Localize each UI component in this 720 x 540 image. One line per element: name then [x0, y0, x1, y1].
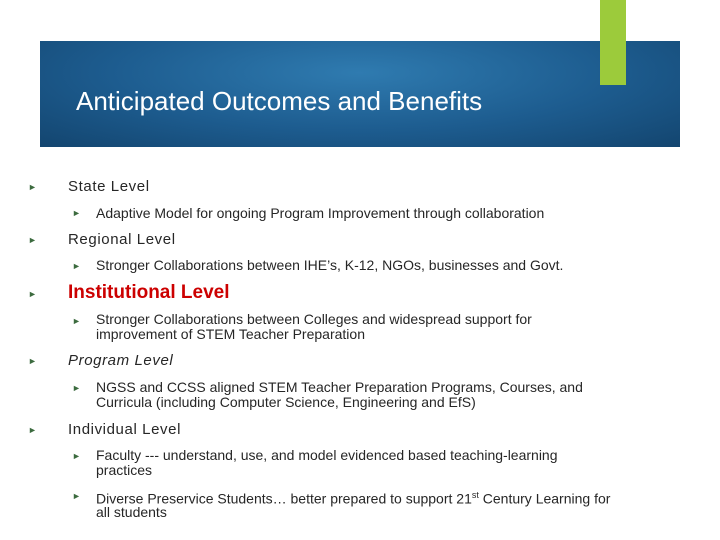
subitem-individual-2-text: Diverse Preservice Students… better prepared to support 21	[96, 490, 472, 507]
subitem-individual-2-text-end: Century Learning for	[478, 490, 611, 507]
item-regional-level: Regional Level	[68, 231, 176, 248]
subitem-state-1: Adaptive Model for ongoing Program Improvement through collaboration	[96, 205, 545, 221]
subitem-individual-2	[96, 488, 610, 507]
accent-bar	[600, 0, 626, 85]
item-program-level: Program Level	[68, 352, 174, 369]
bullet-icon: ►	[72, 491, 81, 501]
subitem-individual-1: Faculty --- understand, use, and model evidenced based teaching-learning	[96, 447, 558, 463]
item-individual-level: Individual Level	[68, 421, 182, 438]
item-institutional-level: Institutional Level	[68, 282, 230, 303]
bullet-icon: ►	[72, 261, 81, 271]
bullet-icon: ►	[28, 356, 37, 366]
subitem-regional-1: Stronger Collaborations between IHE’s, K-12, NGOs, businesses and Govt.	[96, 257, 564, 273]
superscript-st: st	[471, 490, 479, 500]
bullet-icon: ►	[28, 235, 37, 245]
subitem-program-1-cont: Curricula (including Computer Science, Engineering and EfS)	[96, 394, 476, 410]
subitem-institutional-1-cont: improvement of STEM Teacher Preparation	[96, 326, 365, 342]
item-state-level: State Level	[68, 178, 150, 195]
subitem-individual-2-cont: all students	[96, 504, 167, 520]
bullet-icon: ►	[28, 182, 37, 192]
slide-title: Anticipated Outcomes and Benefits	[76, 86, 483, 116]
bullet-icon: ►	[72, 208, 81, 218]
subitem-individual-1-cont: practices	[96, 462, 153, 478]
subitem-institutional-1: Stronger Collaborations between Colleges and widespread support for	[96, 311, 532, 327]
bullet-icon: ►	[28, 289, 37, 299]
bullet-icon: ►	[28, 425, 37, 435]
bullet-icon: ►	[72, 383, 81, 393]
subitem-program-1: NGSS and CCSS aligned STEM Teacher Preparation Programs, Courses, and	[96, 379, 583, 395]
bullet-icon: ►	[72, 316, 81, 326]
bullet-icon: ►	[72, 451, 81, 461]
